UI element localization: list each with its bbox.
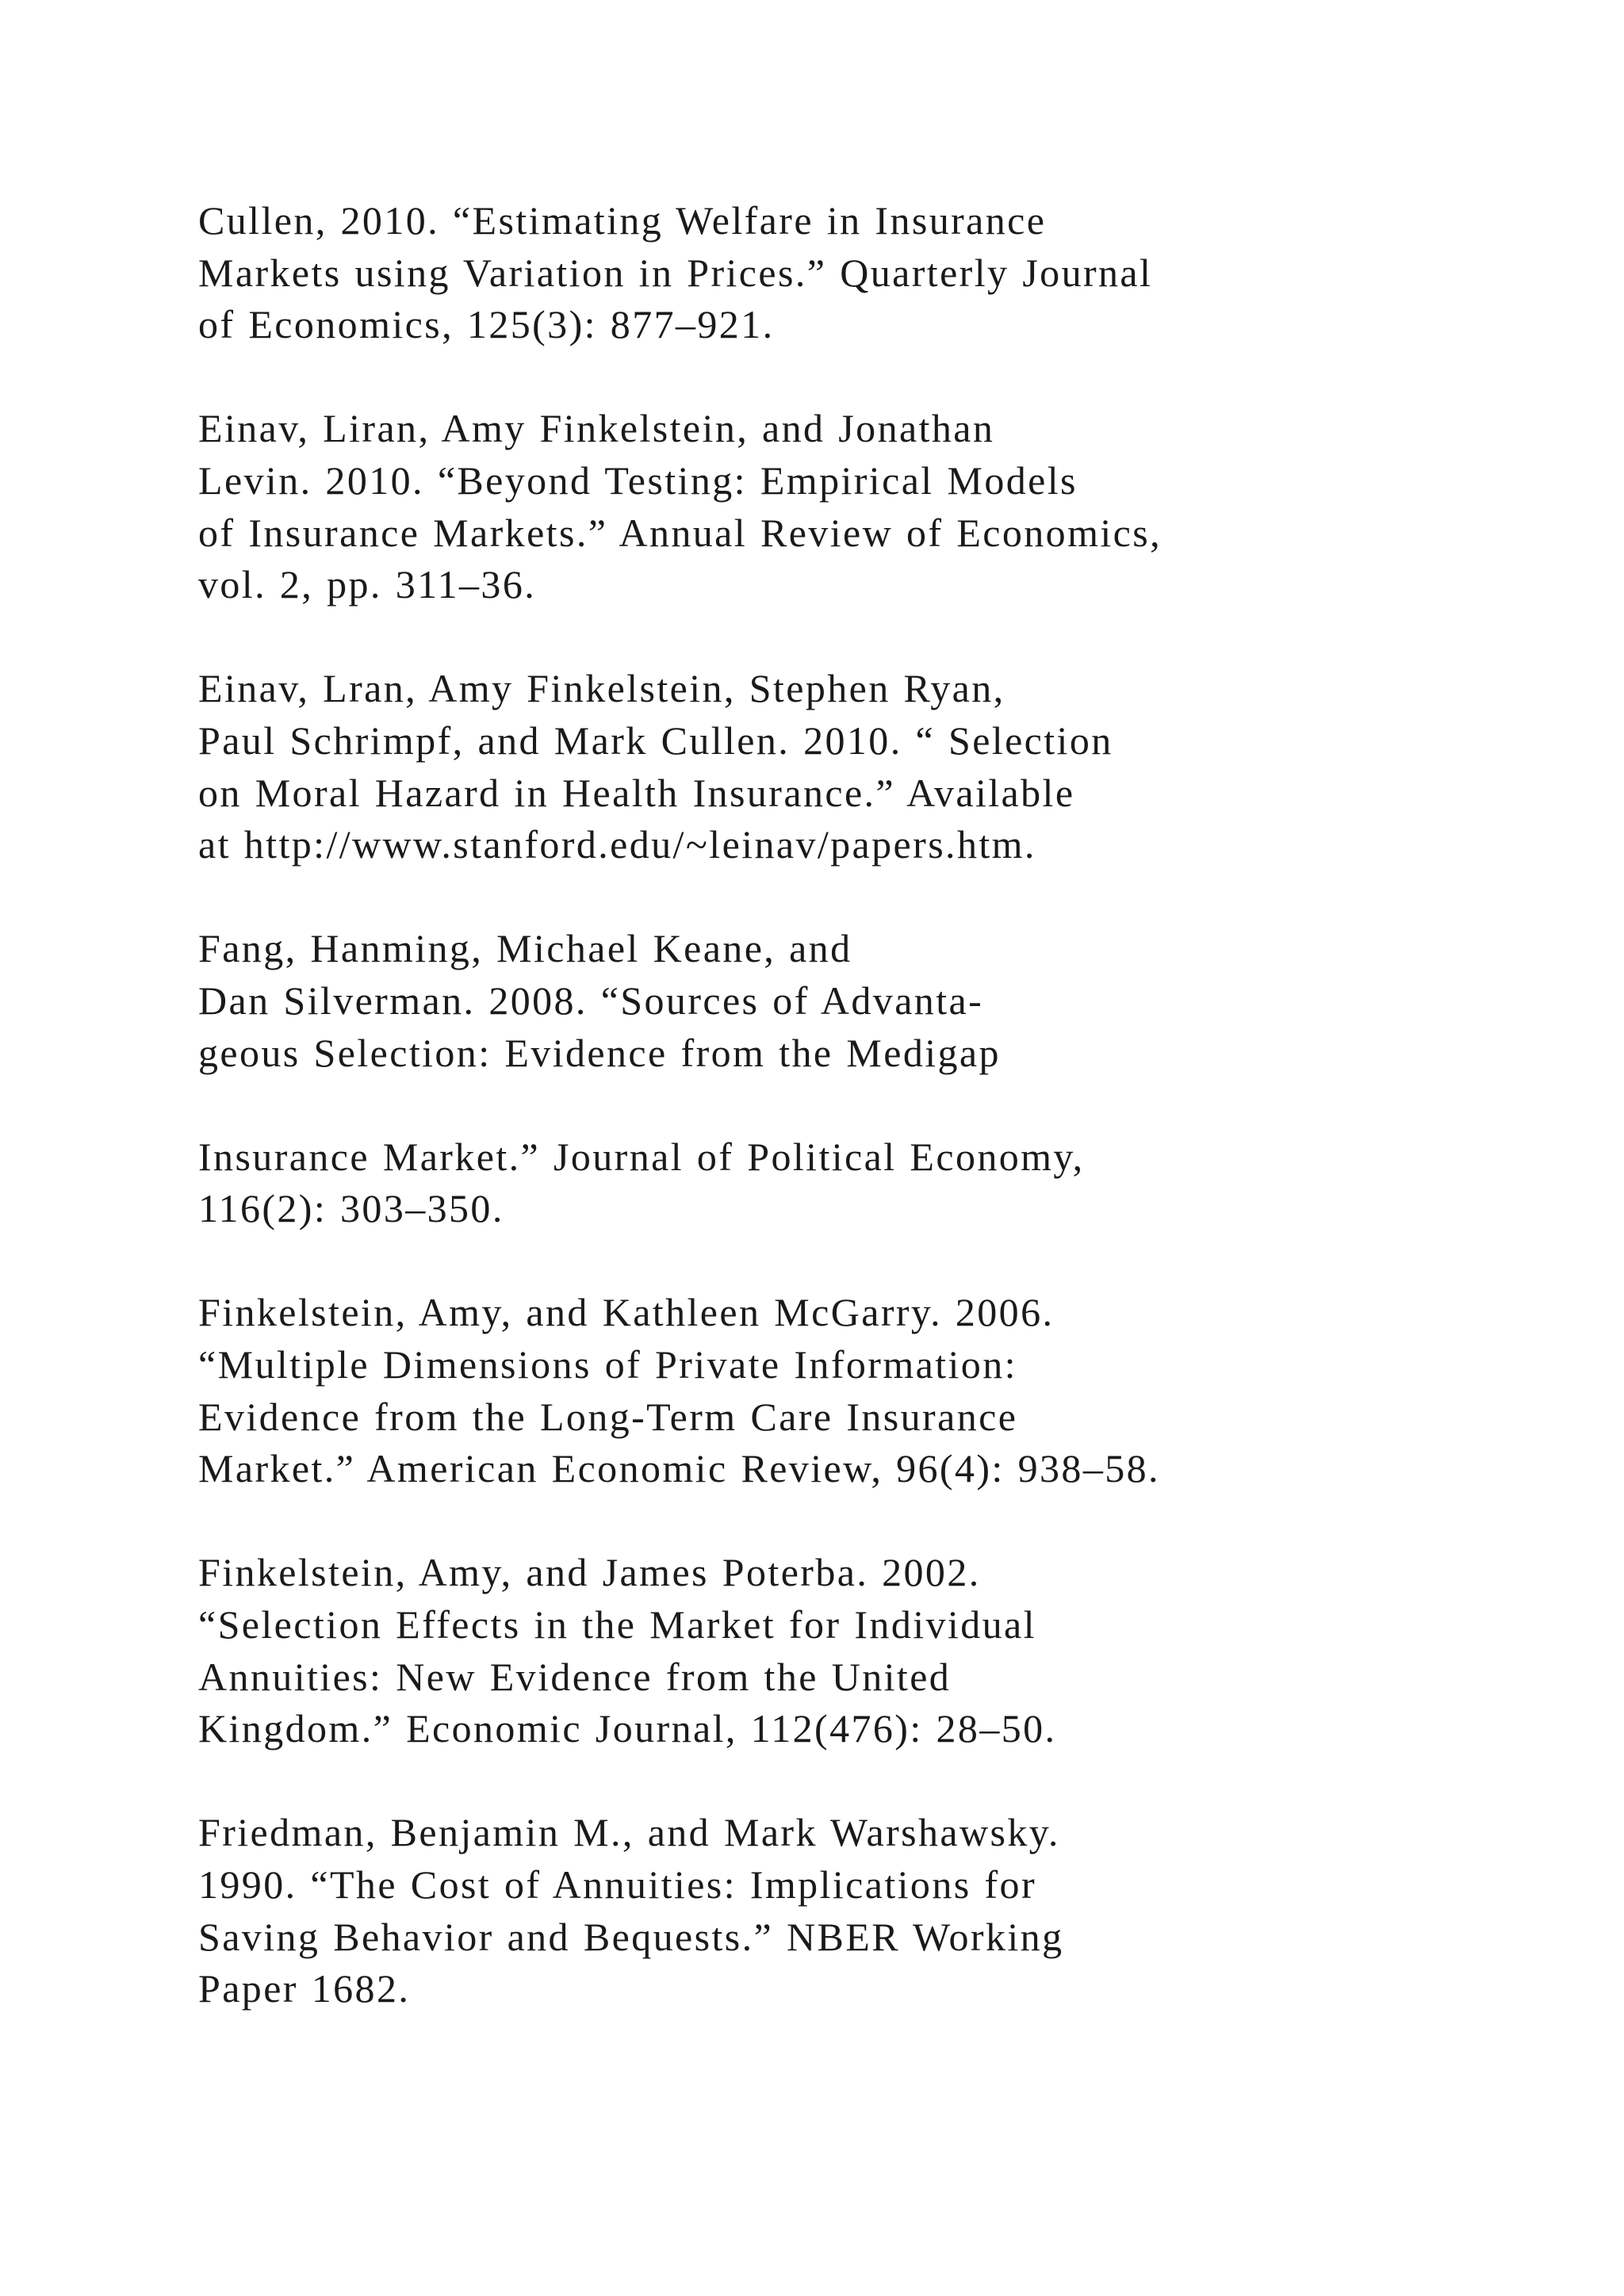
reference-line: of Economics, 125(3): 877–921.	[198, 302, 775, 347]
reference-line: Paper 1682.	[198, 1966, 411, 2011]
paragraph-gap	[198, 1495, 1546, 1548]
reference-line: Kingdom.” Economic Journal, 112(476): 28–50.	[198, 1706, 1057, 1751]
reference-line: Finkelstein, Amy, and James Poterba. 2002.	[198, 1550, 981, 1595]
reference-line: Cullen, 2010. “Estimating Welfare in Insurance	[198, 198, 1047, 243]
paragraph-gap	[198, 351, 1546, 404]
reference-line: Saving Behavior and Bequests.” NBER Working	[198, 1914, 1064, 1959]
reference-line: Market.” American Economic Review, 96(4): 938–58.	[198, 1446, 1160, 1491]
reference-line: Markets using Variation in Prices.” Quarterly Journal	[198, 250, 1153, 295]
reference-line: Levin. 2010. “Beyond Testing: Empirical Models	[198, 457, 1078, 503]
reference-line: Dan Silverman. 2008. “Sources of Advanta-	[198, 978, 984, 1023]
reference-line: Fang, Hanming, Michael Keane, and	[198, 926, 852, 971]
reference-line: “Multiple Dimensions of Private Information:	[198, 1342, 1017, 1387]
paragraph-gap	[198, 1079, 1546, 1131]
reference-line: Einav, Liran, Amy Finkelstein, and Jonathan	[198, 406, 995, 451]
reference-line: Evidence from the Long-Term Care Insurance	[198, 1394, 1018, 1439]
reference-line: “Selection Effects in the Market for Individual	[198, 1602, 1036, 1647]
reference-line: 1990. “The Cost of Annuities: Implications for	[198, 1862, 1036, 1907]
reference-line: geous Selection: Evidence from the Medigap	[198, 1030, 1001, 1075]
reference-line: Annuities: New Evidence from the United	[198, 1654, 952, 1699]
reference-line: Paul Schrimpf, and Mark Cullen. 2010. “ Selection	[198, 718, 1113, 763]
paragraph-gap	[198, 871, 1546, 924]
paragraph-gap	[198, 611, 1546, 664]
paragraph-gap	[198, 1755, 1546, 1808]
reference-line: vol. 2, pp. 311–36.	[198, 562, 537, 607]
reference-line: at http://www.stanford.edu/~leinav/papers.htm.	[198, 822, 1036, 867]
paragraph-gap	[198, 1235, 1546, 1288]
reference-line: 116(2): 303–350.	[198, 1186, 504, 1231]
reference-line: Finkelstein, Amy, and Kathleen McGarry. 2006.	[198, 1290, 1055, 1335]
reference-line: Einav, Lran, Amy Finkelstein, Stephen Ryan,	[198, 666, 1005, 711]
reference-line: Insurance Market.” Journal of Political Economy,	[198, 1134, 1085, 1179]
reference-line: Friedman, Benjamin M., and Mark Warshawsky.	[198, 1810, 1060, 1855]
reference-line: of Insurance Markets.” Annual Review of Economics,	[198, 510, 1162, 555]
reference-line: on Moral Hazard in Health Insurance.” Available	[198, 770, 1075, 815]
reference-list	[198, 195, 1546, 2015]
